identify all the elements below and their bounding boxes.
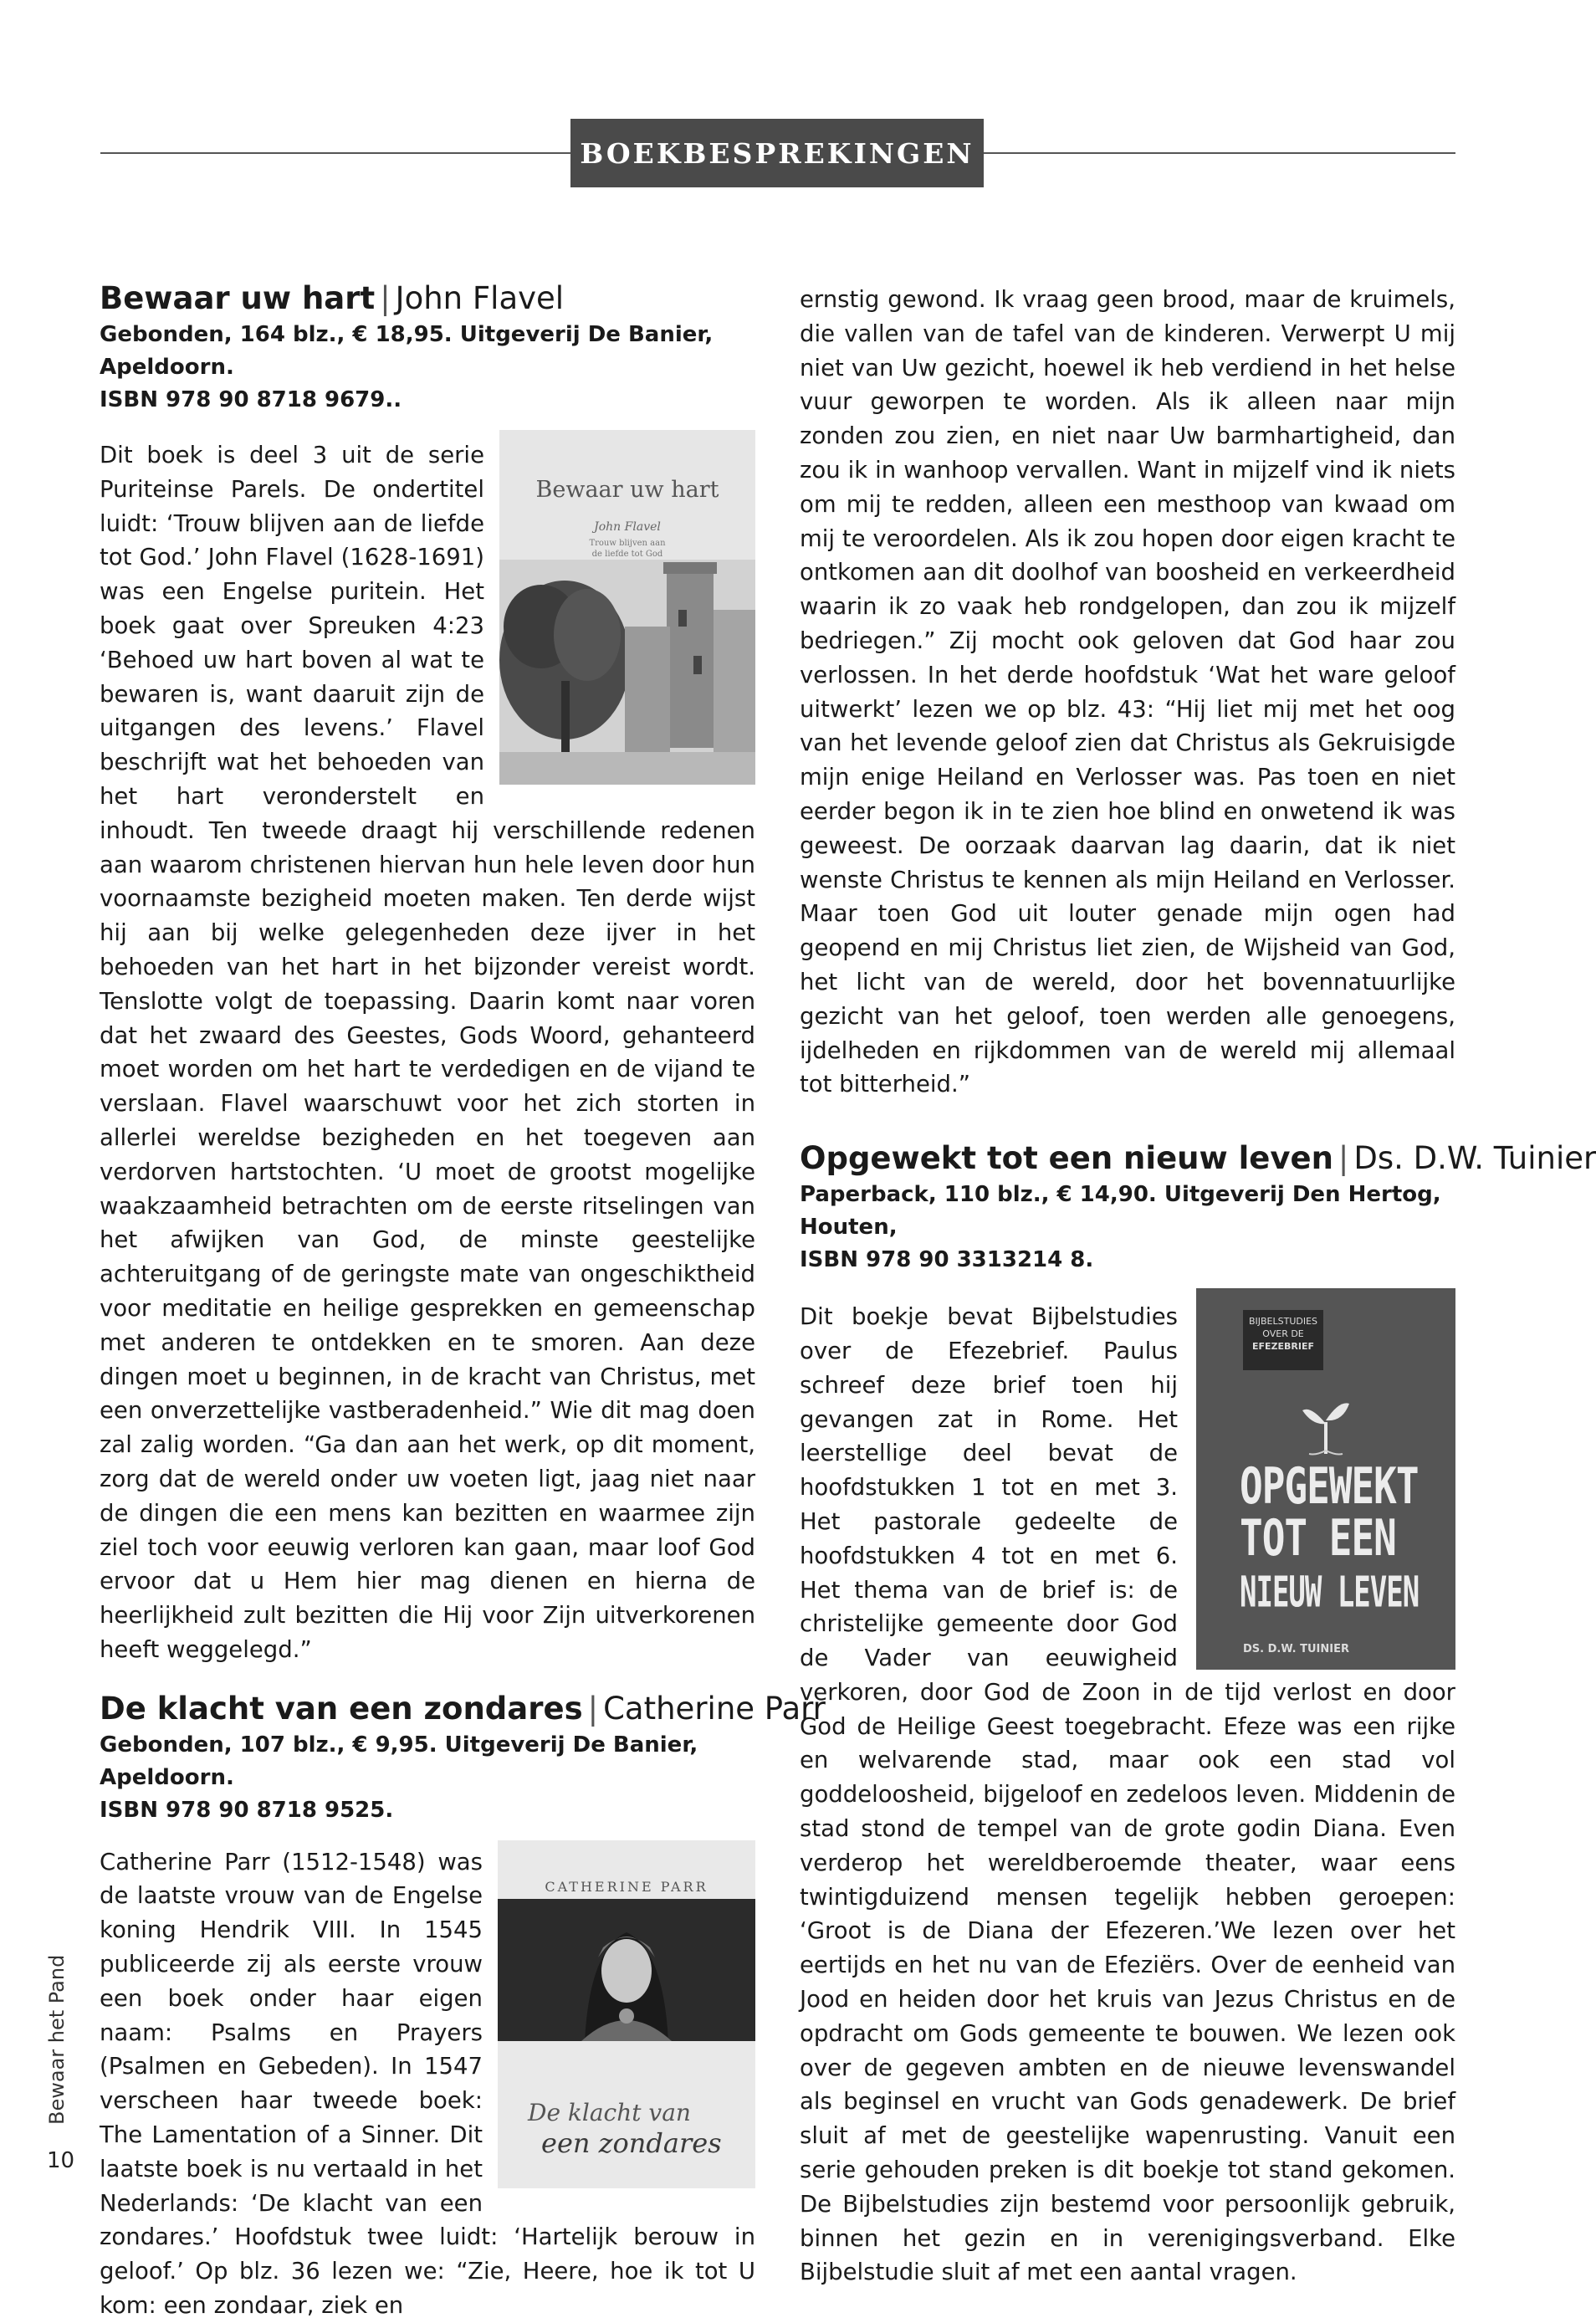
cover-author: DS. D.W. TUINIER: [1243, 1643, 1349, 1656]
section-header: BOEKBESPREKINGEN: [570, 119, 984, 187]
review-de-klacht-van-een-zondares: [100, 1689, 826, 2323]
review-body-continued: ernstig gewond. Ik vraag geen brood, maar de kruimels, die vallen van de tafel van de kinderen. Verwerpt U mij niet van Uw gezicht, hoewel ik heb verdiend in het helse vuur geworpen te worden. Als ik alleen naar mijn zonden zou zien, en niet naar Uw barmhartigheid, dan zou ik in wanhoop vervallen. Want in mijzelf vind ik niets om mij te redden, alleen een mesthoop van kwaad om mij te veroordelen. Als ik zou hopen door eigen kracht te ontkomen aan dit doolhof van boosheid en verkeerdheid waarin ik zo vaak heb rondgelopen, dan zou ik mijzelf bedriegen.” Zij mocht ook geloven dat God haar zou verlossen. In het derde hoofdstuk ‘Wat het ware geloof uitwerkt’ lezen we op blz. 43: “Hij liet mij met het oog van het levende geloof zien dat Christus als Gekruisigde mijn enige Heiland en Verlosser was. Pas toen en niet eerder begon ik in te zien hoe blind en onwetend ik was geweest. De oorzaak daarvan lag daarin, dat ik niet wenste Christus te kennen als mijn Heiland en Verlosser. Maar toen God uit louter genade mijn ogen had geopend en mij Christus liet zien, de Wijsheid van God, het licht van de wereld, door het bovennatuurlijke gezicht van het geloof, toen werden alle genoegens, ijdelheden en rijkdommen van de wereld mij allemaal tot bitterheid.”: [800, 286, 1455, 1098]
cover-title-1: OPGEWEKT: [1240, 1456, 1419, 1516]
review-heading: Bewaar uw hart | John Flavel: [100, 280, 565, 316]
cover-title-2: TOT EEN: [1240, 1508, 1396, 1568]
review-heading: De klacht van een zondares | Catherine Parr: [100, 1690, 826, 1727]
book-title: Opgewekt tot een nieuw leven: [800, 1140, 1333, 1177]
cover-banner-3: EFEZEBRIEF: [1251, 1341, 1314, 1353]
cover-illustration-tree-castle: [499, 430, 755, 785]
review-body: Dit boek is deel 3 uit de serie Puriteinse Parels. De ondertitel luidt: ‘Trouw blijven aan de liefde tot God.’ John Flavel (1628-1691) was een Engelse puritein. Het boek gaat over Spreuken 4:23 ‘Behoed uw hart boven al wat te bewaren is, want daaruit zijn de uitgangen des levens.’ Flavel beschrijft wat het behoeden van het hart veronderstelt en inhoudt. Ten tweede draagt hij verschillende redenen aan waarom christenen hiervan hun hele leven door hun voornaamste bezigheid moeten maken. Ten derde wijst hij aan bij welke gelegenheden deze ijver in het behoeden van het hart in het bijzonder vereist wordt. Tenslotte volgt de toepassing. Daarin komt naar voren dat het zwaard des Geestes, Gods Woord, gehanteerd moet worden om het hart te verdedigen en de vijand te verslaan. Flavel waarschuwt voor het zich storten in allerlei wereldse bezigheden en het toegeven aan verdorven hartstochten. ‘U moet de grootst mogelijke waakzaamheid betrachten om de eerste ritselingen van het afwijken van God, de minste geestelijke achteruitgang of de geringste mate van ongeschiktheid voor meditatie en heilige gesprekken en gemeenschap met anderen te ontdekken en te smoren. Aan deze dingen moet u beginnen, in de kracht van Christus, met een onverzettelijke vastberadenheid.” Wie dit mag doen zal zalig worden. “Ga dan aan het werk, op dit moment, zorg dat de wereld onder uw voeten ligt, jaag niet naar de dingen die een mens kan bezitten en waarmee zijn ziel toch voor eeuwig verloren kan gaan, maar loof God ervoor dat u Hem hier mag dienen en hierna de heerlijkheid zult bezitten die Hij voor Zijn uitverkorenen heeft weggelegd.”: [100, 442, 755, 1663]
cover-author: John Flavel: [594, 520, 661, 534]
review-heading: Opgewekt tot een nieuw leven | Ds. D.W. Tuinier: [800, 1140, 1596, 1177]
page-number: 10: [47, 2148, 75, 2173]
cover-title-2: een zondares: [541, 2126, 722, 2159]
book-author: John Flavel: [395, 280, 565, 316]
book-author: Catherine Parr: [603, 1690, 826, 1727]
cover-title-1: De klacht van: [528, 2098, 691, 2126]
meta-line: Paperback, 110 blz., € 14,90. Uitgeverij Den Hertog, Houten,: [800, 1182, 1441, 1241]
book-meta: [800, 1179, 1455, 1277]
isbn: ISBN 978 90 8718 9525.: [100, 1797, 394, 1823]
right-column: [800, 283, 1596, 2290]
book-meta: [100, 1729, 755, 1827]
meta-line: Gebonden, 164 blz., € 18,95. Uitgeverij De Banier, Apeldoorn.: [100, 322, 714, 380]
cover-author: CATHERINE PARR: [545, 1878, 708, 1895]
review-body: Catherine Parr (1512-1548) was de laatste vrouw van de Engelse koning Hendrik VIII. In 1545 publiceerde zij als eerste vrouw een boek onder haar eigen naam: Psalms en Prayers (Psalmen en Gebeden). In 1547 verscheen haar tweede boek: The Lamentation of a Sinner. Dit laatste boek is nu vertaald in het Nederlands: ‘De klacht van een zondares.’ Hoofdstuk twee luidt: ‘Hartelijk berouw in geloof.’ Op blz. 36 lezen we: “Zie, Heere, hoe ik tot U kom: een zondaar, ziek en: [100, 1848, 755, 2320]
book-author: Ds. D.W. Tuinier: [1353, 1140, 1596, 1177]
sprout-icon: [1301, 1397, 1351, 1456]
left-column: [100, 279, 826, 2323]
book-meta: [100, 319, 755, 417]
cover-title: Bewaar uw hart: [535, 477, 719, 503]
review-body: Dit boekje bevat Bijbelstudies over de Efezebrief. Paulus schreef deze brief toen hij gevangen zat in Rome. Het leerstellige deel bevat de hoofdstukken 1 tot en met 3. Het pastorale gedeelte de hoofdstukken 4 tot en met 6. Het thema van de brief is: de christelijke gemeente door God de Vader van eeuwigheid verkoren, door God de Zoon in de tijd verlost en door God de Heilige Geest toegebracht. Efeze was een rijke en welvarende stad, maar ook een stad vol goddeloosheid, bijgeloof en zedeloos leven. Middenin de stad stond de tempel van de grote godin Diana. Even verderop het wereldberoemde theater, waar eens twintigduizend mensen tegelijk hebben geroepen: ‘Groot is de Diana der Efezeren.’We lezen over het eertijds en het nu van de Efeziërs. Over de eenheid van Jood en heiden door het kruis van Jezus Christus en de opdracht om Gods gemeente te bouwen. We lezen ook over de gegeven ambten en de nieuwe levenswandel als beginsel en vrucht van Gods genadewerk. De brief sluit af met de geestelijke wapenrusting. Vanuit een serie gehouden preken is dit boekje tot stand gekomen. De Bijbelstudies zijn bestemd voor persoonlijk gebruik, binnen het gezin en in verenigingsverband. Elke Bijbelstudie sluit af met een aantal vragen.: [800, 1303, 1455, 2286]
book-title: Bewaar uw hart: [100, 280, 376, 316]
book-cover-opgewekt: [1196, 1288, 1455, 1670]
cover-portrait: [498, 1899, 755, 2041]
book-cover-de-klacht: [498, 1840, 755, 2188]
isbn: ISBN 978 90 8718 9679..: [100, 387, 402, 412]
cover-subtitle-2: de liefde tot God: [591, 550, 663, 559]
cover-banner-1: BIJBELSTUDIES: [1248, 1316, 1318, 1328]
isbn: ISBN 978 90 3313214 8.: [800, 1247, 1094, 1273]
review-bewaar-uw-hart: [100, 279, 755, 1667]
review-opgewekt-tot-een-nieuw-leven: [800, 1138, 1596, 2290]
meta-line: Gebonden, 107 blz., € 9,95. Uitgeverij De Banier, Apeldoorn.: [100, 1732, 698, 1790]
book-cover-bewaar-uw-hart: [499, 430, 755, 785]
book-title: De klacht van een zondares: [100, 1690, 583, 1727]
side-label: Bewaar het Pand: [45, 1954, 69, 2125]
cover-subtitle-1: Trouw blijven aan: [589, 539, 666, 548]
cover-banner-2: OVER DE: [1262, 1328, 1304, 1340]
cover-banner: [1243, 1310, 1323, 1370]
cover-title-3: NIEUW LEVEN: [1240, 1568, 1420, 1619]
